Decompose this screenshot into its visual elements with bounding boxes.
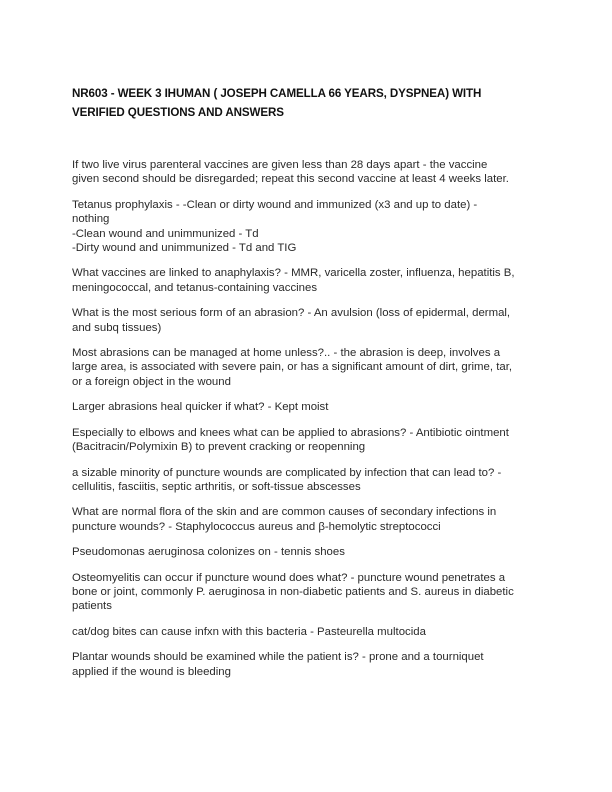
qa-paragraph <box>72 400 544 414</box>
paragraph-line: or a foreign object in the wound <box>72 375 231 388</box>
paragraph-line: (Bacitracin/Polymixin B) to prevent cracking or reopenning <box>72 441 366 454</box>
paragraph-line: What is the most serious form of an abrasion? - An avulsion (loss of epidermal, dermal, <box>72 307 511 320</box>
paragraph-line: -Dirty wound and unimmunized - Td and TIG <box>72 242 297 255</box>
paragraph-line: nothing <box>72 213 110 226</box>
paragraph-line: Larger abrasions heal quicker if what? - Kept moist <box>72 401 329 414</box>
paragraph-line: puncture wounds? - Staphylococcus aureus and β-hemolytic streptococci <box>72 520 441 533</box>
document-title <box>72 84 542 122</box>
paragraph-line: patients <box>72 600 112 613</box>
qa-paragraph <box>72 158 544 187</box>
paragraph-line: Pseudomonas aeruginosa colonizes on - tennis shoes <box>72 546 345 559</box>
paragraph-line: Especially to elbows and knees what can be applied to abrasions? - Antibiotic ointment <box>72 426 509 439</box>
paragraph-line: What vaccines are linked to anaphylaxis? - MMR, varicella zoster, influenza, hepatitis B, <box>72 267 515 280</box>
qa-paragraph <box>72 505 544 534</box>
document-body <box>72 158 544 690</box>
qa-paragraph <box>72 545 544 559</box>
title-line: VERIFIED QUESTIONS AND ANSWERS <box>72 106 284 119</box>
paragraph-line: bone or joint, commonly P. aeruginosa in non-diabetic patients and S. aureus in diabetic <box>72 585 514 598</box>
paragraph-line: Osteomyelitis can occur if puncture wound does what? - puncture wound penetrates a <box>72 571 506 584</box>
qa-paragraph <box>72 426 544 455</box>
qa-paragraph <box>72 198 544 256</box>
paragraph-line: applied if the wound is bleeding <box>72 665 231 678</box>
paragraph-line: cat/dog bites can cause infxn with this bacteria - Pasteurella multocida <box>72 625 426 638</box>
qa-paragraph <box>72 625 544 639</box>
paragraph-line: What are normal flora of the skin and are common causes of secondary infections in <box>72 506 497 519</box>
paragraph-line: If two live virus parenteral vaccines are given less than 28 days apart - the vaccine <box>72 159 488 171</box>
qa-paragraph <box>72 266 544 295</box>
paragraph-line: Plantar wounds should be examined while the patient is? - prone and a tourniquet <box>72 651 484 664</box>
paragraph-line: large area, is associated with severe pain, or has a significant amount of dirt, grime, tar, <box>72 361 513 374</box>
paragraph-line: Most abrasions can be managed at home unless?.. - the abrasion is deep, involves a <box>72 347 501 360</box>
paragraph-line: meningococcal, and tetanus-containing vaccines <box>72 281 318 294</box>
paragraph-line: and subq tissues) <box>72 321 162 334</box>
title-line: NR603 - WEEK 3 IHUMAN ( JOSEPH CAMELLA 66 YEARS, DYSPNEA) WITH <box>72 87 482 100</box>
paragraph-line: a sizable minority of puncture wounds are complicated by infection that can lead to? - <box>72 466 502 479</box>
paragraph-line: Tetanus prophylaxis - -Clean or dirty wound and immunized (x3 and up to date) - <box>72 198 478 211</box>
qa-paragraph <box>72 466 544 495</box>
qa-paragraph <box>72 571 544 614</box>
qa-paragraph <box>72 346 544 389</box>
qa-paragraph <box>72 650 544 679</box>
paragraph-line: -Clean wound and unimmunized - Td <box>72 227 259 240</box>
qa-paragraph <box>72 306 544 335</box>
paragraph-line: given second should be disregarded; repeat this second vaccine at least 4 weeks later. <box>72 173 509 186</box>
paragraph-line: cellulitis, fasciitis, septic arthritis, or soft-tissue abscesses <box>72 480 361 493</box>
